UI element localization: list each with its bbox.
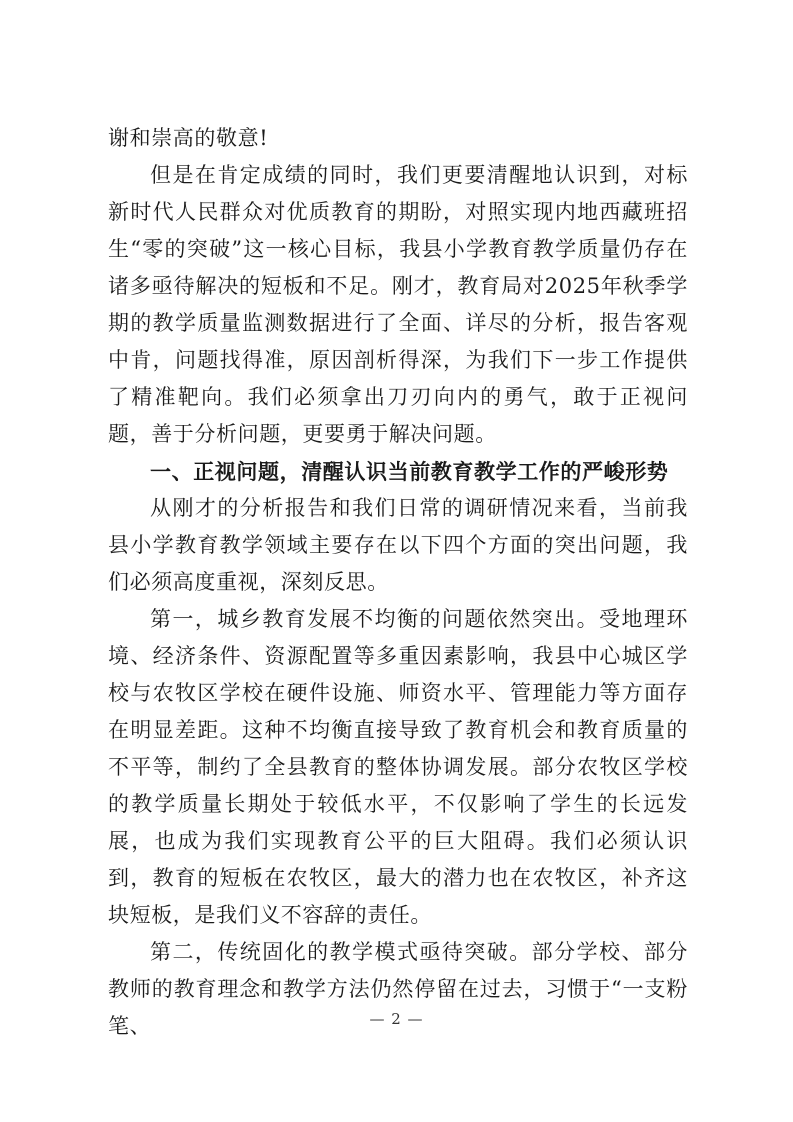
paragraph-first-problem: 第一，城乡教育发展不均衡的问题依然突出。受地理环境、经济条件、资源配置等多重因素影响，我县中心城区学校与农牧区学校在硬件设施、师资水平、管理能力等方面存在明显差距。这种不均衡直接导致了教育机会和教育质量的不平等，制约了全县教育的整体协调发展。部分农牧区学校的教学质量长期处于较低水平，不仅影响了学生的长远发展，也成为我们实现教育公平的巨大阻碍。我们必须认识到，教育的短板在农牧区，最大的潜力也在农牧区，补齐这块短板，是我们义不容辞的责任。 xyxy=(108,607,688,927)
section-heading-1: 一、正视问题，清醒认识当前教育教学工作的严峻形势 xyxy=(150,459,669,484)
paragraph-second-problem: 第二，传统固化的教学模式亟待突破。部分学校、部分教师的教育理念和教学方法仍然停留在过去，习惯于“一支粉笔、 xyxy=(108,940,688,1038)
document-body xyxy=(108,120,688,1045)
paragraph-acknowledge-shortcomings: 但是在肯定成绩的同时，我们更要清醒地认识到，对标新时代人民群众对优质教育的期盼，对照实现内地西藏班招生“零的突破”这一核心目标，我县小学教育教学质量仍存在诸多亟待解决的短板和不足。刚才，教育局对2025年秋季学期的教学质量监测数据进行了全面、详尽的分析，报告客观中肯，问题找得准，原因剖析得深，为我们下一步工作提供了精准靶向。我们必须拿出刀刃向内的勇气，敢于正视问题，善于分析问题，更要勇于解决问题。 xyxy=(108,163,688,446)
page-number: — 2 — xyxy=(369,1010,424,1028)
paragraph-continuation: 谢和崇高的敬意! xyxy=(108,126,269,150)
paragraph-four-problems-intro: 从刚才的分析报告和我们日常的调研情况来看，当前我县小学教育教学领域主要存在以下四个方面的突出问题，我们必须高度重视，深刻反思。 xyxy=(108,496,688,594)
